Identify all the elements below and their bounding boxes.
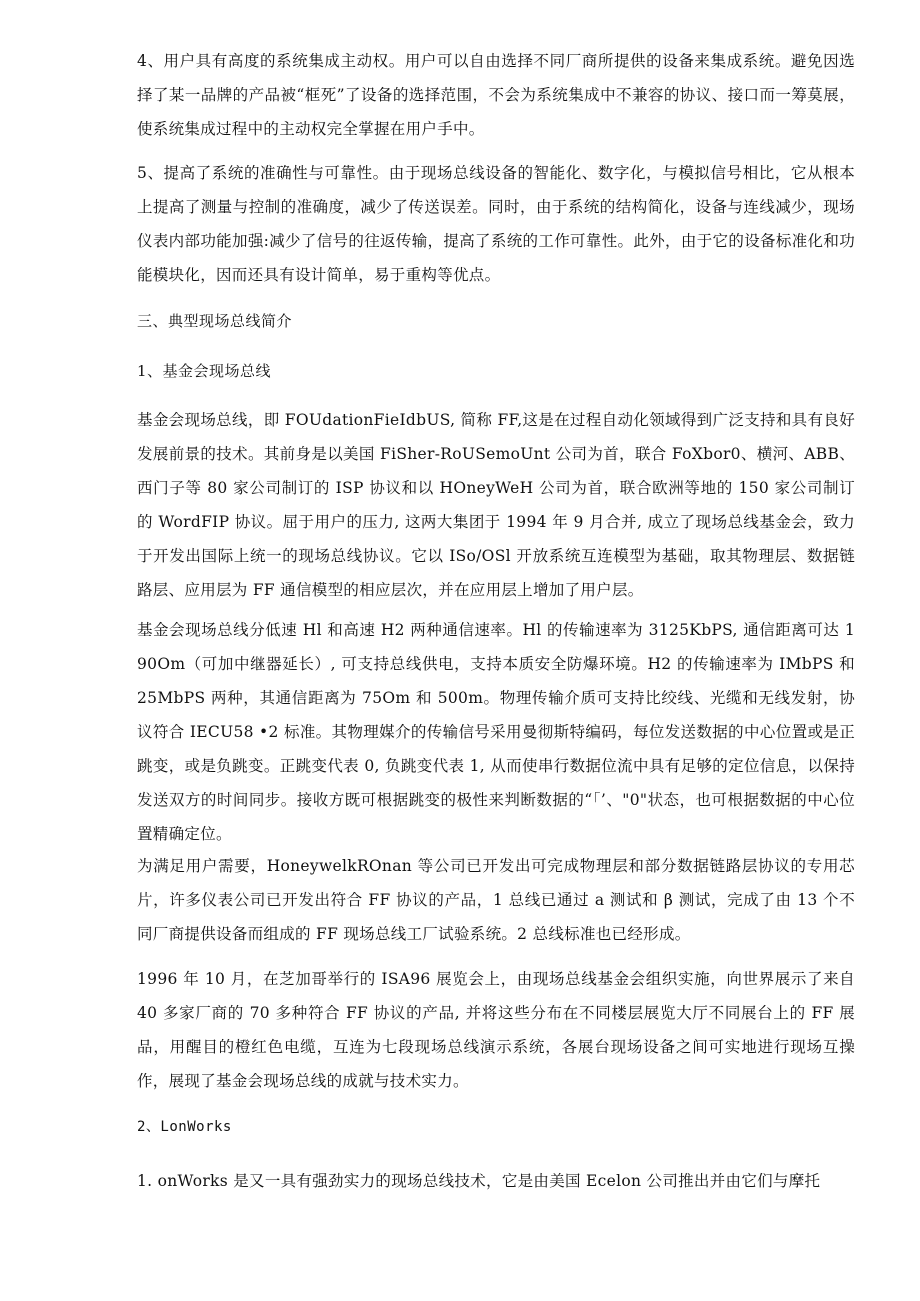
paragraph-ff-intro: 基金会现场总线，即 FOUdationFieIdbUS, 简称 FF,这是在过程自动化领域得到广泛支持和具有良好发展前景的技术。其前身是以美国 FiSher-RoUSemoUnt 公司为首，联合 FoXbor0、横河、ABB、西门子等 80 家公司制订的 ISP 协议和以 HOneyWeH 公司为首，联合欧洲等地的 150 家公司制订的 WordFIP 协议。屈于用户的压力, 这两大集团于 1994 年 9 月合并, 成立了现场总线基金会，致力于开发出国际上统一的现场总线协议。它以 ISo/OSl 开放系统互连模型为基础，取其物理层、数据链路层、应用层为 FF 通信模型的相应层次，并在应用层上增加了用户层。 <box>137 411 855 599</box>
subsection-heading-ff: 1、基金会现场总线 <box>137 362 272 380</box>
paragraph-ff-speed: 基金会现场总线分低速 Hl 和高速 H2 两种通信速率。Hl 的传输速率为 3125KbPS, 通信距离可达 190Om（可加中继器延长）, 可支持总线供电，支持本质安全防爆环境。H2 的传输速率为 IMbPS 和 25MbPS 两种，其通信距离为 75Om 和 500m。物理传输介质可支持比绞线、光缆和无线发射，协议符合 IECU58 •2 标准。其物理媒介的传输信号采用曼彻斯特编码，每位发送数据的中心位置或是正跳变，或是负跳变。正跳变代表 0, 负跳变代表 1, 从而使串行数据位流中具有足够的定位信息，以保持发送双方的时间同步。接收方既可根据跳变的极性来判断数据的“「’、"0"状态，也可根据数据的中心位置精确定位。 <box>137 621 855 843</box>
paragraph-ff-1996: 1996 年 10 月，在芝加哥举行的 ISA96 展览会上，由现场总线基金会组织实施，向世界展示了来自 40 多家厂商的 70 多种符合 FF 协议的产品, 并将这些分布在不同楼层展览大厅不同展台上的 FF 展品，用醒目的橙红色电缆，互连为七段现场总线演示系统，各展台现场设备之间可实地进行现场互操作，展现了基金会现场总线的成就与技术实力。 <box>137 970 855 1090</box>
section-heading-3: 三、典型现场总线简介 <box>137 312 293 330</box>
paragraph-lonworks-intro: 1. onWorks 是又一具有强劲实力的现场总线技术，它是由美国 Ecelon 公司推出并由它们与摩托 <box>137 1172 821 1190</box>
paragraph-item-5: 5、提高了系统的准确性与可靠性。由于现场总线设备的智能化、数字化，与模拟信号相比，它从根本上提高了测量与控制的准确度，减少了传送误差。同时，由于系统的结构简化，设备与连线减少，现场仪表内部功能加强:减少了信号的往返传输，提高了系统的工作可靠性。此外，由于它的设备标准化和功能模块化，因而还具有设计简单，易于重构等优点。 <box>137 164 855 284</box>
paragraph-item-4: 4、用户具有高度的系统集成主动权。用户可以自由选择不同厂商所提供的设备来集成系统。避免因选择了某一品牌的产品被“框死”了设备的选择范围，不会为系统集成中不兼容的协议、接口而一筹莫展，使系统集成过程中的主动权完全掌握在用户手中。 <box>137 52 855 138</box>
paragraph-ff-chips: 为满足用户需要，HoneywelkROnan 等公司已开发出可完成物理层和部分数据链路层协议的专用芯片，许多仪表公司已开发出符合 FF 协议的产品，1 总线已通过 a 测试和 β 测试，完成了由 13 个不同厂商提供设备而组成的 FF 现场总线工厂试验系统。2 总线标准也已经形成。 <box>137 857 855 943</box>
subsection-heading-lonworks: 2、LonWorks <box>137 1119 232 1135</box>
